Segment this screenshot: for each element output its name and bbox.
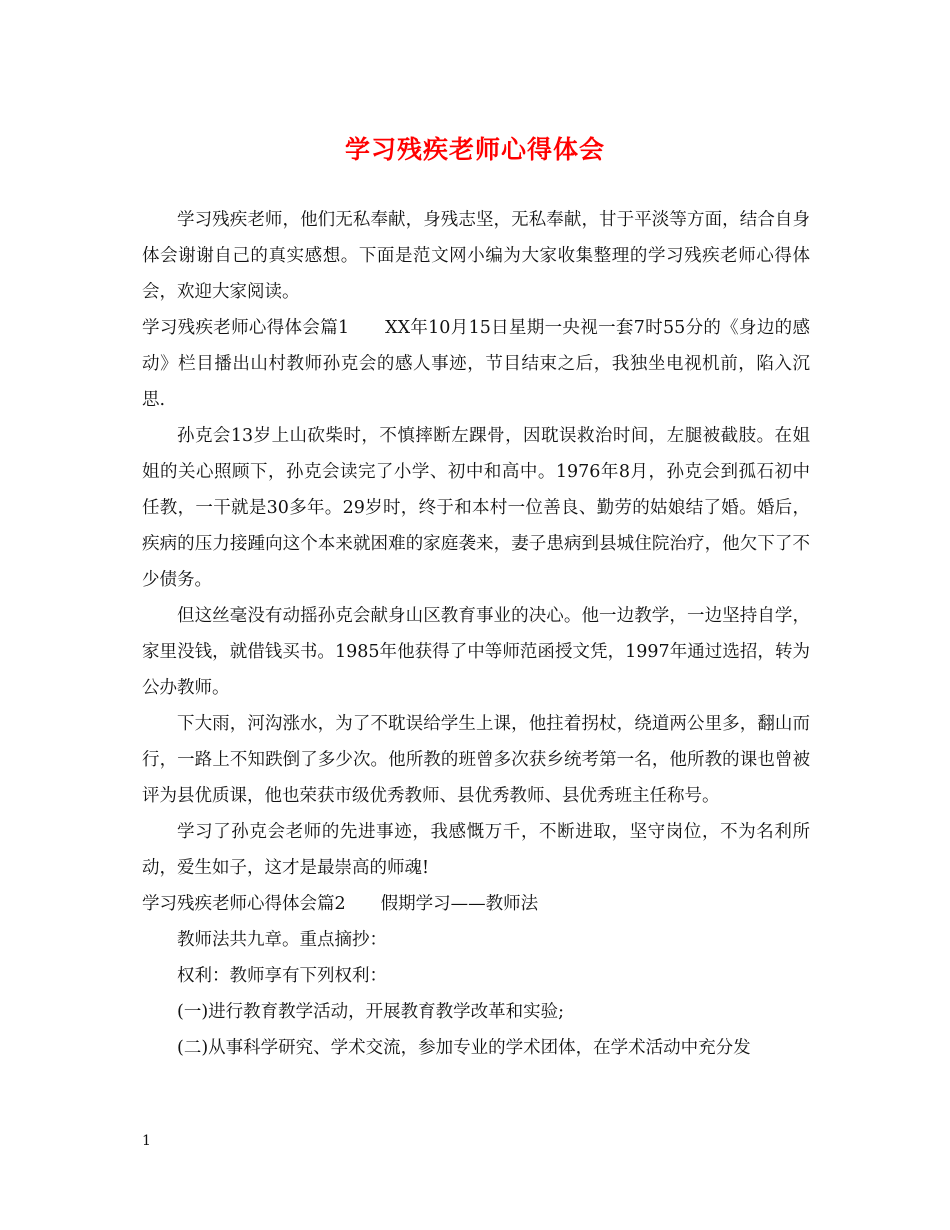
paragraph-section-1-heading: 学习残疾老师心得体会篇1 XX年10月15日星期一央视一套7时55分的《身边的感动》栏目播出山村教师孙克会的感人事迹，节目结束之后，我独坐电视机前，陷入沉思. xyxy=(142,318,810,410)
paragraph-biography: 孙克会13岁上山砍柴时，不慎摔断左踝骨，因耽误救治时间，左腿被截肢。在姐姐的关心照顾下，孙克会读完了小学、初中和高中。1976年8月，孙克会到孤石初中任教，一干就是30多年。29岁时，终于和本村一位善良、勤劳的姑娘结了婚。婚后，疾病的压力接踵向这个本来就困难的家庭袭来，妻子患病到县城住院治疗，他欠下了不少债务。 xyxy=(142,426,810,590)
page-title: 学习残疾老师心得体会 xyxy=(344,135,605,164)
paragraph-rights-heading: 权利：教师享有下列权利： xyxy=(177,966,387,986)
paragraph-right-2: (二)从事科学研究、学术交流，参加专业的学术团体，在学术活动中充分发 xyxy=(177,1038,751,1058)
paragraph-law-chapters: 教师法共九章。重点摘抄： xyxy=(177,930,387,950)
paragraph-intro: 学习残疾老师，他们无私奉献，身残志坚，无私奉献，甘于平淡等方面，结合自身体会谢谢自己的真实感想。下面是范文网小编为大家收集整理的学习残疾老师心得体会，欢迎大家阅读。 xyxy=(142,210,810,302)
paragraph-self-study: 但这丝毫没有动摇孙克会献身山区教育事业的决心。他一边教学，一边坚持自学，家里没钱，就借钱买书。1985年他获得了中等师范函授文凭，1997年通过选招，转为公办教师。 xyxy=(142,606,810,698)
page-number: 1 xyxy=(142,1133,151,1149)
paragraph-section-2-heading: 学习残疾老师心得体会篇2 假期学习——教师法 xyxy=(142,894,539,914)
paragraph-reflection: 学习了孙克会老师的先进事迹，我感慨万千，不断进取，坚守岗位，不为名利所动，爱生如子，这才是最崇高的师魂! xyxy=(142,822,810,878)
paragraph-rainy-days: 下大雨，河沟涨水，为了不耽误给学生上课，他拄着拐杖，绕道两公里多，翻山而行，一路上不知跌倒了多少次。他所教的班曾多次获乡统考第一名，他所教的课也曾被评为县优质课，他也荣获市级优秀教师、县优秀教师、县优秀班主任称号。 xyxy=(142,714,810,806)
document-body xyxy=(142,202,810,1066)
paragraph-right-1: (一)进行教育教学活动，开展教育教学改革和实验; xyxy=(177,1002,565,1022)
